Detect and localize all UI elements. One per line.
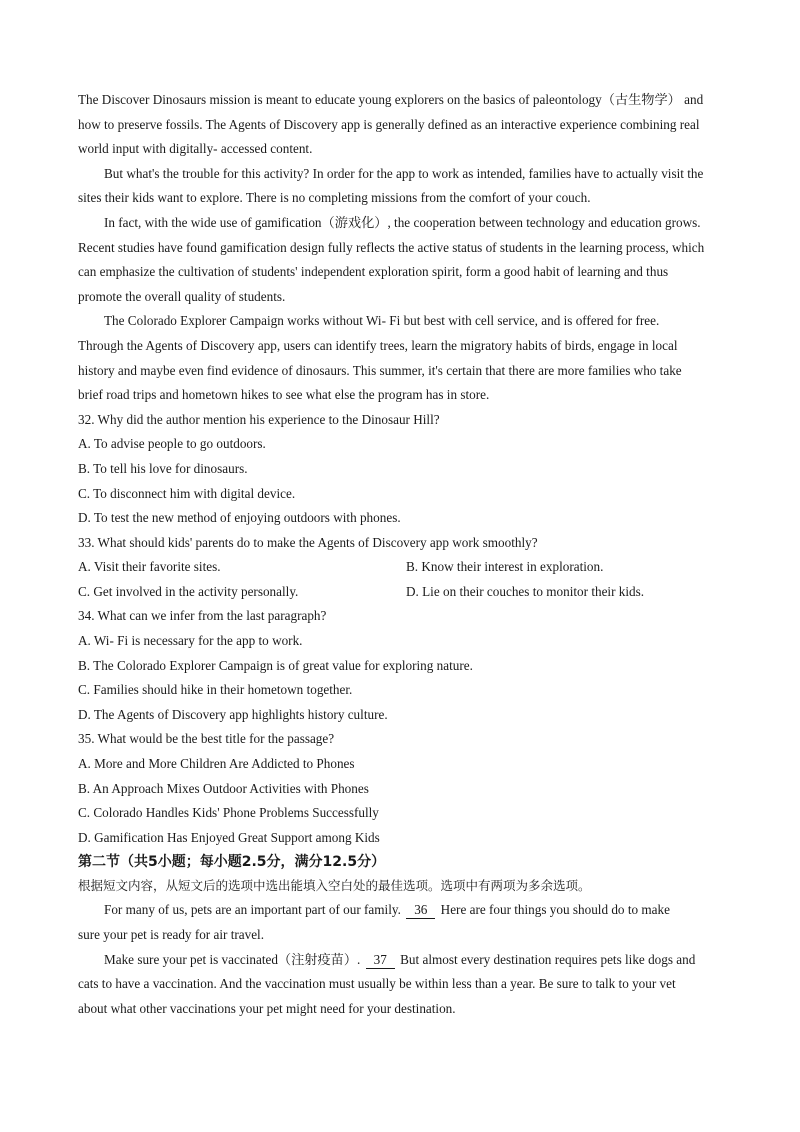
option-d: D. Lie on their couches to monitor their kids.: [406, 583, 645, 599]
section-instruction: 根据短文内容，从短文后的选项中选出能填入空白处的最佳选项。选项中有两项为多余选项。: [78, 878, 591, 894]
question-stem: 32. Why did the author mention his experience to the Dinosaur Hill?: [78, 411, 440, 427]
question-stem: 33. What should kids' parents do to make the Agents of Discovery app work smoothly?: [78, 534, 538, 550]
text-line: Recent studies have found gamification design fully reflects the active status of students in the learning process, which: [78, 239, 705, 255]
text-line: cats to have a vaccination. And the vaccination must usually be within less than a year. Be sure to talk to your vet: [78, 976, 676, 992]
passage-paragraph-1: [78, 88, 738, 162]
option-b: B. Know their interest in exploration.: [406, 559, 604, 575]
passage-paragraph-4: [78, 309, 738, 407]
option-c: C. To disconnect him with digital device.: [78, 485, 296, 501]
blank-36: 36: [406, 902, 435, 919]
option-b: B. An Approach Mixes Outdoor Activities with Phones: [78, 780, 369, 796]
text-line: brief road trips and hometown hikes to see what else the program has in store.: [78, 387, 490, 403]
option-c: C. Colorado Handles Kids' Phone Problems Successfully: [78, 805, 379, 821]
option-a: A. To advise people to go outdoors.: [78, 436, 266, 452]
text-line: world input with digitally- accessed content.: [78, 141, 313, 157]
question-stem: 34. What can we infer from the last paragraph?: [78, 608, 327, 624]
text-line: about what other vaccinations your pet might need for your destination.: [78, 1000, 456, 1016]
passage-paragraph-3: [78, 211, 738, 309]
section2-paragraph-2: [78, 948, 738, 1022]
option-a: A. Wi- Fi is necessary for the app to work.: [78, 633, 303, 649]
option-a: A. Visit their favorite sites.: [78, 559, 221, 575]
text-line: [78, 898, 738, 923]
option-c: C. Get involved in the activity personally.: [78, 583, 299, 599]
option-a: A. More and More Children Are Addicted to Phones: [78, 756, 355, 772]
text-line: can emphasize the cultivation of students' independent exploration spirit, form a good habit of learning and thus: [78, 264, 669, 280]
option-d: D. Gamification Has Enjoyed Great Support among Kids: [78, 829, 380, 845]
section2-paragraph-1: [78, 898, 738, 947]
text-line: But what's the trouble for this activity? In order for the app to work as intended, families have to actually visit the: [104, 165, 704, 181]
section-title: 第二节（共5小题；每小题2.5分，满分12.5分）: [78, 854, 386, 871]
passage-paragraph-2: [78, 162, 738, 211]
blank-37: 37: [366, 952, 395, 969]
text-segment: For many of us, pets are an important part of our family.: [104, 902, 401, 918]
option-d: D. To test the new method of enjoying outdoors with phones.: [78, 510, 401, 526]
text-segment: Here are four things you should do to make: [440, 902, 670, 918]
question-33: [78, 531, 738, 605]
text-segment: But almost every destination requires pets like dogs and: [400, 951, 696, 967]
text-line: [78, 948, 738, 973]
text-line: history and maybe even find evidence of dinosaurs. This summer, it's certain that there are more families who take: [78, 362, 682, 378]
text-line: how to preserve fossils. The Agents of Discovery app is generally defined as an interactive experience combining real: [78, 116, 700, 132]
option-d: D. The Agents of Discovery app highlights history culture.: [78, 706, 388, 722]
question-stem: 35. What would be the best title for the passage?: [78, 731, 335, 747]
option-row: [78, 555, 738, 580]
text-line: The Discover Dinosaurs mission is meant to educate young explorers on the basics of paleontology（古生物学） and: [78, 92, 704, 107]
document-page: [78, 88, 738, 1021]
question-32: [78, 408, 738, 531]
option-c: C. Families should hike in their hometown together.: [78, 682, 353, 698]
text-line: promote the overall quality of students.: [78, 288, 286, 304]
question-34: [78, 604, 738, 727]
text-line: In fact, with the wide use of gamification（游戏化）, the cooperation between technology and education grows.: [104, 214, 701, 230]
text-segment: Make sure your pet is vaccinated（注射疫苗）.: [104, 951, 361, 967]
option-row: [78, 580, 738, 605]
option-b: B. To tell his love for dinosaurs.: [78, 460, 248, 476]
text-line: sure your pet is ready for air travel.: [78, 927, 265, 942]
text-line: The Colorado Explorer Campaign works without Wi- Fi but best with cell service, and is offered for free.: [104, 313, 660, 329]
text-line: Through the Agents of Discovery app, users can identify trees, learn the migratory habits of birds, engage in local: [78, 337, 678, 353]
option-b: B. The Colorado Explorer Campaign is of great value for exploring nature.: [78, 657, 473, 673]
question-35: [78, 727, 738, 850]
text-line: sites their kids want to explore. There is no completing missions from the comfort of your couch.: [78, 190, 591, 206]
